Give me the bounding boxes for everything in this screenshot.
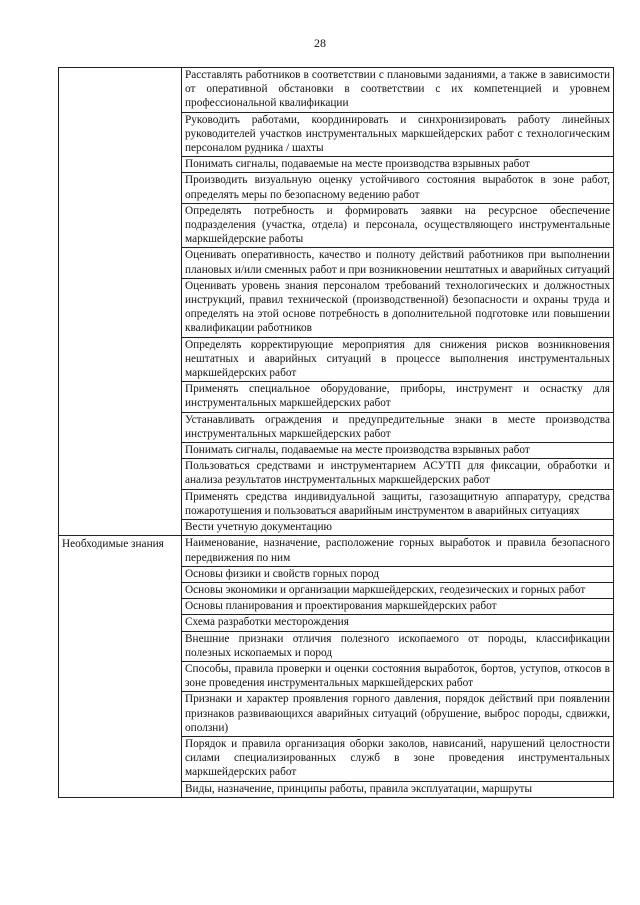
skill-item: Применять средства индивидуальной защиты, газозащитную аппаратуру, средства пожаротушения и пользоваться аварийным инструментом в аварийных ситуациях bbox=[182, 489, 614, 519]
knowledge-item: Основы экономики и организации маркшейдерских, геодезических и горных работ bbox=[182, 582, 614, 598]
row-label-knowledge: Необходимые знания bbox=[62, 538, 164, 551]
knowledge-item: Схема разработки месторождения bbox=[182, 615, 614, 631]
page-number: 28 bbox=[314, 36, 326, 50]
skill-item: Определять корректирующие мероприятия для снижения рисков возникновения нештатных и аварийных ситуаций в процессе выполнения инструментальных маркшейдерских работ bbox=[182, 337, 614, 382]
row-label bbox=[62, 68, 178, 69]
knowledge-item: Способы, правила проверки и оценки состояния выработок, бортов, уступов, откосов в зоне проведения инструментальных маркшейдерских работ bbox=[182, 661, 614, 691]
skill-item: Расставлять работников в соответствии с плановыми заданиями, а также в зависимости от оперативной обстановки в соответствии с их компетенцией и уровнем профессиональной квалификации bbox=[182, 68, 614, 113]
knowledge-label-cell bbox=[59, 536, 182, 797]
skill-item: Применять специальное оборудование, приборы, инструмент и оснастку для инструментальных маркшейдерских работ bbox=[182, 382, 614, 412]
skill-item: Производить визуальную оценку устойчивого состояния выработок в зоне работ, определять меры по безопасному ведению работ bbox=[182, 173, 614, 203]
skill-item: Вести учетную документацию bbox=[182, 520, 614, 536]
knowledge-item: Внешние признаки отличия полезного ископаемого от породы, классификации полезных ископаемых и пород bbox=[182, 631, 614, 661]
skill-item: Оценивать оперативность, качество и полноту действий работников при выполнении плановых и/или сменных работ и при возникновении нештатных и аварийных ситуаций bbox=[182, 248, 614, 278]
table-row bbox=[59, 68, 614, 113]
knowledge-item: Порядок и правила организация оборки заколов, нависаний, нарушений целостности силами специализированных служб в зоне проведения инструментальных маркшейдерских работ bbox=[182, 736, 614, 781]
skills-label-cell bbox=[59, 68, 182, 536]
skill-item: Пользоваться средствами и инструментарием АСУТП для фиксации, обработки и анализа результатов инструментальных маркшейдерских работ bbox=[182, 459, 614, 489]
skill-item: Понимать сигналы, подаваемые на месте производства взрывных работ bbox=[182, 157, 614, 173]
requirements-table bbox=[58, 67, 614, 798]
skill-item: Определять потребность и формировать заявки на ресурсное обеспечение подразделения (участка, отдела) и персонала, осуществляющего инструментальные маркшейдерские работы bbox=[182, 203, 614, 248]
knowledge-item: Признаки и характер проявления горного давления, порядок действий при появлении признаков развивающихся аварийных ситуаций (обрушение, выброс породы, сдвижки, оползни) bbox=[182, 692, 614, 737]
knowledge-item: Наименование, назначение, расположение горных выработок и правила безопасного передвижения по ним bbox=[182, 536, 614, 566]
knowledge-item: Основы физики и свойств горных пород bbox=[182, 566, 614, 582]
skill-item: Устанавливать ограждения и предупредительные знаки в месте производства инструментальных маркшейдерских работ bbox=[182, 412, 614, 442]
skill-item: Понимать сигналы, подаваемые на месте производства взрывных работ bbox=[182, 443, 614, 459]
skill-item: Оценивать уровень знания персоналом требований технологических и должностных инструкций, правил технической (производственной) безопасности и охраны труда и определять на этой основе потребность в дополнительной подготовке или повышении квалификации работников bbox=[182, 278, 614, 337]
skill-item: Руководить работами, координировать и синхронизировать работу линейных руководителей участков инструментальных маркшейдерских работ с технологическим персоналом рудника / шахты bbox=[182, 112, 614, 157]
knowledge-item: Основы планирования и проектирования маркшейдерских работ bbox=[182, 599, 614, 615]
table-row bbox=[59, 536, 614, 566]
knowledge-item: Виды, назначение, принципы работы, правила эксплуатации, маршруты bbox=[182, 781, 614, 797]
